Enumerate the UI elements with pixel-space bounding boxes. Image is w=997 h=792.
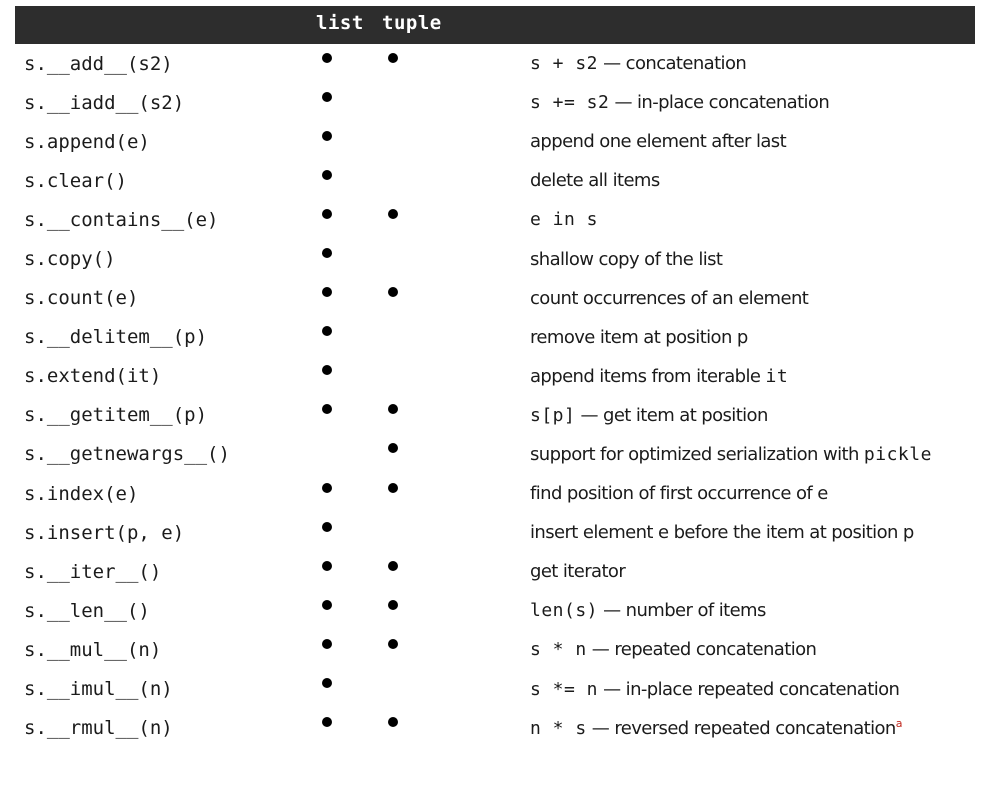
list-support-cell [315, 318, 380, 357]
description-text: append one element after last [530, 131, 787, 153]
method-description [445, 630, 975, 669]
description-text: — in-place concatenation [609, 92, 830, 114]
description-code: e in s [530, 209, 599, 231]
description-text: shallow copy of the list [530, 248, 723, 270]
method-name: s.__getnewargs__() [24, 443, 230, 466]
method-name: s.append(e) [24, 130, 150, 153]
tuple-support-dot-icon [388, 561, 398, 571]
method-description [445, 161, 975, 200]
list-support-cell [315, 200, 380, 239]
list-support-dot-icon [322, 522, 332, 532]
tuple-support-dot-icon [388, 639, 398, 649]
method-name: s.__mul__(n) [24, 638, 162, 661]
method-description [445, 474, 975, 513]
table-row [15, 513, 975, 552]
list-support-cell [315, 709, 380, 748]
tuple-support-cell [380, 318, 445, 357]
method-description [445, 357, 975, 396]
description-text: — number of items [598, 600, 766, 622]
description-code: pickle [863, 443, 932, 465]
list-support-cell [315, 435, 380, 474]
list-support-dot-icon [322, 639, 332, 649]
description-code: len(s) [530, 600, 599, 622]
tuple-support-cell [380, 357, 445, 396]
list-support-dot-icon [322, 248, 332, 258]
list-support-cell [315, 239, 380, 278]
method-description [445, 435, 975, 474]
method-description [445, 83, 975, 122]
description-text: — in-place repeated concatenation [598, 678, 900, 700]
table-row [15, 161, 975, 200]
table-row [15, 44, 975, 83]
tuple-support-dot-icon [388, 53, 398, 63]
method-name: s.__contains__(e) [24, 208, 219, 231]
list-support-cell [315, 474, 380, 513]
method-name: s.clear() [24, 169, 127, 192]
table-row [15, 279, 975, 318]
method-description [445, 513, 975, 552]
method-name: s.__add__(s2) [24, 52, 173, 75]
tuple-support-dot-icon [388, 717, 398, 727]
method-description [445, 709, 975, 748]
description-code: s * n [530, 639, 587, 661]
description-code: n * s [530, 718, 587, 740]
header-list: list [316, 12, 364, 34]
description-text: count occurrences of an element [530, 287, 809, 309]
tuple-support-cell [380, 279, 445, 318]
tuple-support-cell [380, 44, 445, 83]
description-text: — get item at position [575, 404, 768, 426]
table-row [15, 709, 975, 748]
table-row [15, 200, 975, 239]
list-support-dot-icon [322, 287, 332, 297]
tuple-support-cell [380, 239, 445, 278]
tuple-support-cell [380, 670, 445, 709]
method-name: s.__len__() [24, 599, 150, 622]
list-support-cell [315, 44, 380, 83]
table-row [15, 435, 975, 474]
description-text: append items from iterable [530, 365, 766, 387]
method-description [445, 318, 975, 357]
tuple-support-cell [380, 630, 445, 669]
list-support-dot-icon [322, 209, 332, 219]
tuple-support-dot-icon [388, 209, 398, 219]
tuple-support-cell [380, 435, 445, 474]
tuple-support-cell [380, 122, 445, 161]
list-support-dot-icon [322, 131, 332, 141]
description-code: s *= n [530, 678, 599, 700]
description-code: it [765, 365, 789, 387]
description-code: s[p] [530, 404, 576, 426]
tuple-support-cell [380, 83, 445, 122]
description-text: remove item at position p [530, 326, 748, 348]
list-support-cell [315, 122, 380, 161]
list-support-cell [315, 630, 380, 669]
method-name: s.insert(p, e) [24, 521, 185, 544]
tuple-support-dot-icon [388, 404, 398, 414]
method-description [445, 200, 975, 239]
methods-table [15, 44, 975, 748]
list-support-dot-icon [322, 404, 332, 414]
method-description [445, 552, 975, 591]
list-support-dot-icon [322, 483, 332, 493]
list-support-dot-icon [322, 561, 332, 571]
method-name: s.__delitem__(p) [24, 326, 208, 349]
list-support-cell [315, 670, 380, 709]
tuple-support-dot-icon [388, 600, 398, 610]
description-text: — repeated concatenation [586, 639, 817, 661]
table-row [15, 239, 975, 278]
list-support-cell [315, 591, 380, 630]
method-name: s.copy() [24, 248, 116, 271]
list-support-dot-icon [322, 326, 332, 336]
table-row [15, 630, 975, 669]
tuple-support-cell [380, 474, 445, 513]
tuple-support-cell [380, 591, 445, 630]
list-support-dot-icon [322, 600, 332, 610]
description-text: insert element e before the item at position p [530, 522, 914, 544]
description-code: s += s2 [530, 92, 610, 114]
list-support-cell [315, 552, 380, 591]
method-description [445, 279, 975, 318]
table-row [15, 552, 975, 591]
description-text: — reversed repeated concatenation [586, 718, 896, 740]
list-support-cell [315, 83, 380, 122]
table-row [15, 591, 975, 630]
table-row [15, 318, 975, 357]
list-support-dot-icon [322, 365, 332, 375]
method-description [445, 591, 975, 630]
method-name: s.__getitem__(p) [24, 404, 208, 427]
description-text: find position of first occurrence of e [530, 483, 828, 505]
list-support-cell [315, 357, 380, 396]
header-tuple: tuple [382, 12, 442, 34]
table-row [15, 357, 975, 396]
method-name: s.__rmul__(n) [24, 717, 173, 740]
table-header [15, 6, 975, 44]
method-description [445, 670, 975, 709]
description-code: s + s2 [530, 53, 599, 75]
method-name: s.count(e) [24, 287, 139, 310]
table-row [15, 83, 975, 122]
tuple-support-dot-icon [388, 287, 398, 297]
method-name: s.__iter__() [24, 560, 162, 583]
list-support-dot-icon [322, 678, 332, 688]
description-text: — concatenation [598, 53, 747, 75]
method-name: s.extend(it) [24, 365, 162, 388]
method-description [445, 396, 975, 435]
method-name: s.__iadd__(s2) [24, 91, 185, 114]
list-support-dot-icon [322, 53, 332, 63]
footnote-marker[interactable]: a [895, 717, 902, 731]
method-name: s.index(e) [24, 482, 139, 505]
table-row [15, 670, 975, 709]
tuple-support-dot-icon [388, 443, 398, 453]
table-row [15, 474, 975, 513]
method-description [445, 239, 975, 278]
description-text: support for optimized serialization with [530, 443, 864, 465]
list-support-dot-icon [322, 92, 332, 102]
tuple-support-cell [380, 552, 445, 591]
list-support-dot-icon [322, 170, 332, 180]
method-description [445, 44, 975, 83]
list-support-dot-icon [322, 717, 332, 727]
tuple-support-cell [380, 396, 445, 435]
method-description [445, 122, 975, 161]
tuple-support-cell [380, 513, 445, 552]
description-text: get iterator [530, 561, 626, 583]
list-support-cell [315, 513, 380, 552]
list-support-cell [315, 396, 380, 435]
tuple-support-dot-icon [388, 483, 398, 493]
tuple-support-cell [380, 161, 445, 200]
list-support-cell [315, 279, 380, 318]
table-row [15, 396, 975, 435]
method-name: s.__imul__(n) [24, 678, 173, 701]
list-support-cell [315, 161, 380, 200]
tuple-support-cell [380, 709, 445, 748]
table-row [15, 122, 975, 161]
description-text: delete all items [530, 170, 660, 192]
tuple-support-cell [380, 200, 445, 239]
table-body [15, 44, 975, 748]
